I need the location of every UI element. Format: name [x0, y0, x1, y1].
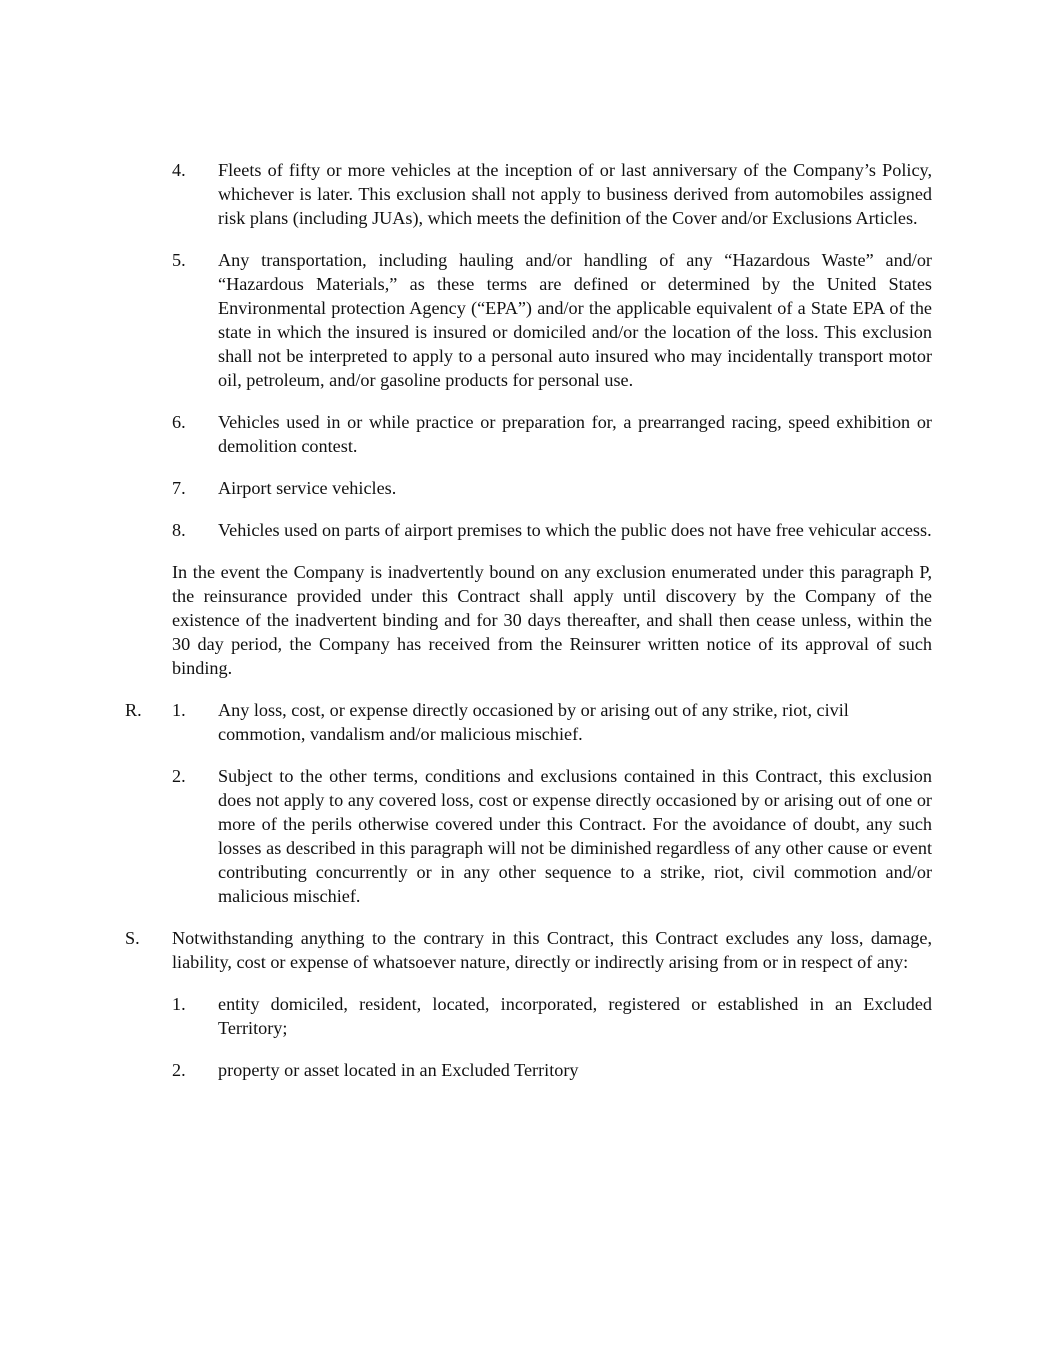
section-letter: R. — [125, 700, 142, 720]
paragraph-p-note — [0, 560, 1055, 680]
section-letter: S. — [125, 928, 140, 948]
section-s-item-2 — [0, 1058, 1055, 1082]
item-text: entity domiciled, resident, located, incorporated, registered or established in an Excluded Territory; — [218, 994, 932, 1038]
item-text: Any transportation, including hauling and/or handling of any “Hazardous Waste” and/or “Hazardous Materials,” as these terms are defined or determined by the United States Environmental protection Agency (“EPA”) and/or the applicable equivalent of a State EPA of the state in which the insured is insured or domiciled and/or the location of the loss. This exclusion shall not be interpreted to apply to a personal auto insured who may incidentally transport motor oil, petroleum, and/or gasoline products for personal use. — [218, 250, 932, 390]
item-number: 2. — [172, 1060, 186, 1080]
item-text: Airport service vehicles. — [218, 478, 397, 498]
item-text: Subject to the other terms, conditions and exclusions contained in this Contract, this exclusion does not apply to any covered loss, cost or expense directly occasioned by or arising out of one or more of the perils otherwise covered under this Contract. For the avoidance of doubt, any such losses as described in this paragraph will not be diminished regardless of any other cause or event contributing concurrently or in any other sequence to a strike, riot, civil commotion and/or malicious mischief. — [218, 766, 932, 906]
list-item-p6 — [0, 410, 1055, 458]
item-number: 6. — [172, 412, 186, 432]
section-s-intro — [0, 926, 1055, 974]
section-r-item-1 — [0, 698, 1055, 746]
item-number: 4. — [172, 160, 186, 180]
item-text: Vehicles used on parts of airport premises to which the public does not have free vehicular access. — [218, 520, 932, 540]
item-number: 1. — [172, 994, 186, 1014]
item-text: Vehicles used in or while practice or preparation for, a prearranged racing, speed exhibition or demolition contest. — [218, 412, 932, 456]
list-item-p8 — [0, 518, 1055, 542]
list-item-p7 — [0, 476, 1055, 500]
list-item-p4 — [0, 158, 1055, 230]
list-item-p5 — [0, 248, 1055, 392]
item-number: 2. — [172, 766, 186, 786]
section-r-item-2 — [0, 764, 1055, 908]
item-number: 5. — [172, 250, 186, 270]
document-body — [0, 158, 1055, 1082]
item-number: 7. — [172, 478, 186, 498]
section-s-item-1 — [0, 992, 1055, 1040]
item-number: 1. — [172, 700, 186, 720]
paragraph-text: In the event the Company is inadvertently bound on any exclusion enumerated under this paragraph P, the reinsurance provided under this Contract shall apply until discovery by the Company of the existence of the inadvertent binding and for 30 days thereafter, and shall then cease unless, within the 30 day period, the Company has received from the Reinsurer written notice of its approval of such binding. — [172, 562, 932, 678]
item-text: property or asset located in an Excluded Territory — [218, 1060, 579, 1080]
item-text: Any loss, cost, or expense directly occasioned by or arising out of any strike, riot, civil commotion, vandalism and/or malicious mischief. — [218, 700, 849, 744]
item-text: Fleets of fifty or more vehicles at the inception of or last anniversary of the Company’s Policy, whichever is later. This exclusion shall not apply to business derived from automobiles assigned risk plans (including JUAs), which meets the definition of the Cover and/or Exclusions Articles. — [218, 160, 932, 228]
section-text: Notwithstanding anything to the contrary in this Contract, this Contract excludes any loss, damage, liability, cost or expense of whatsoever nature, directly or indirectly arising from or in respect of any: — [172, 928, 932, 972]
item-number: 8. — [172, 520, 186, 540]
